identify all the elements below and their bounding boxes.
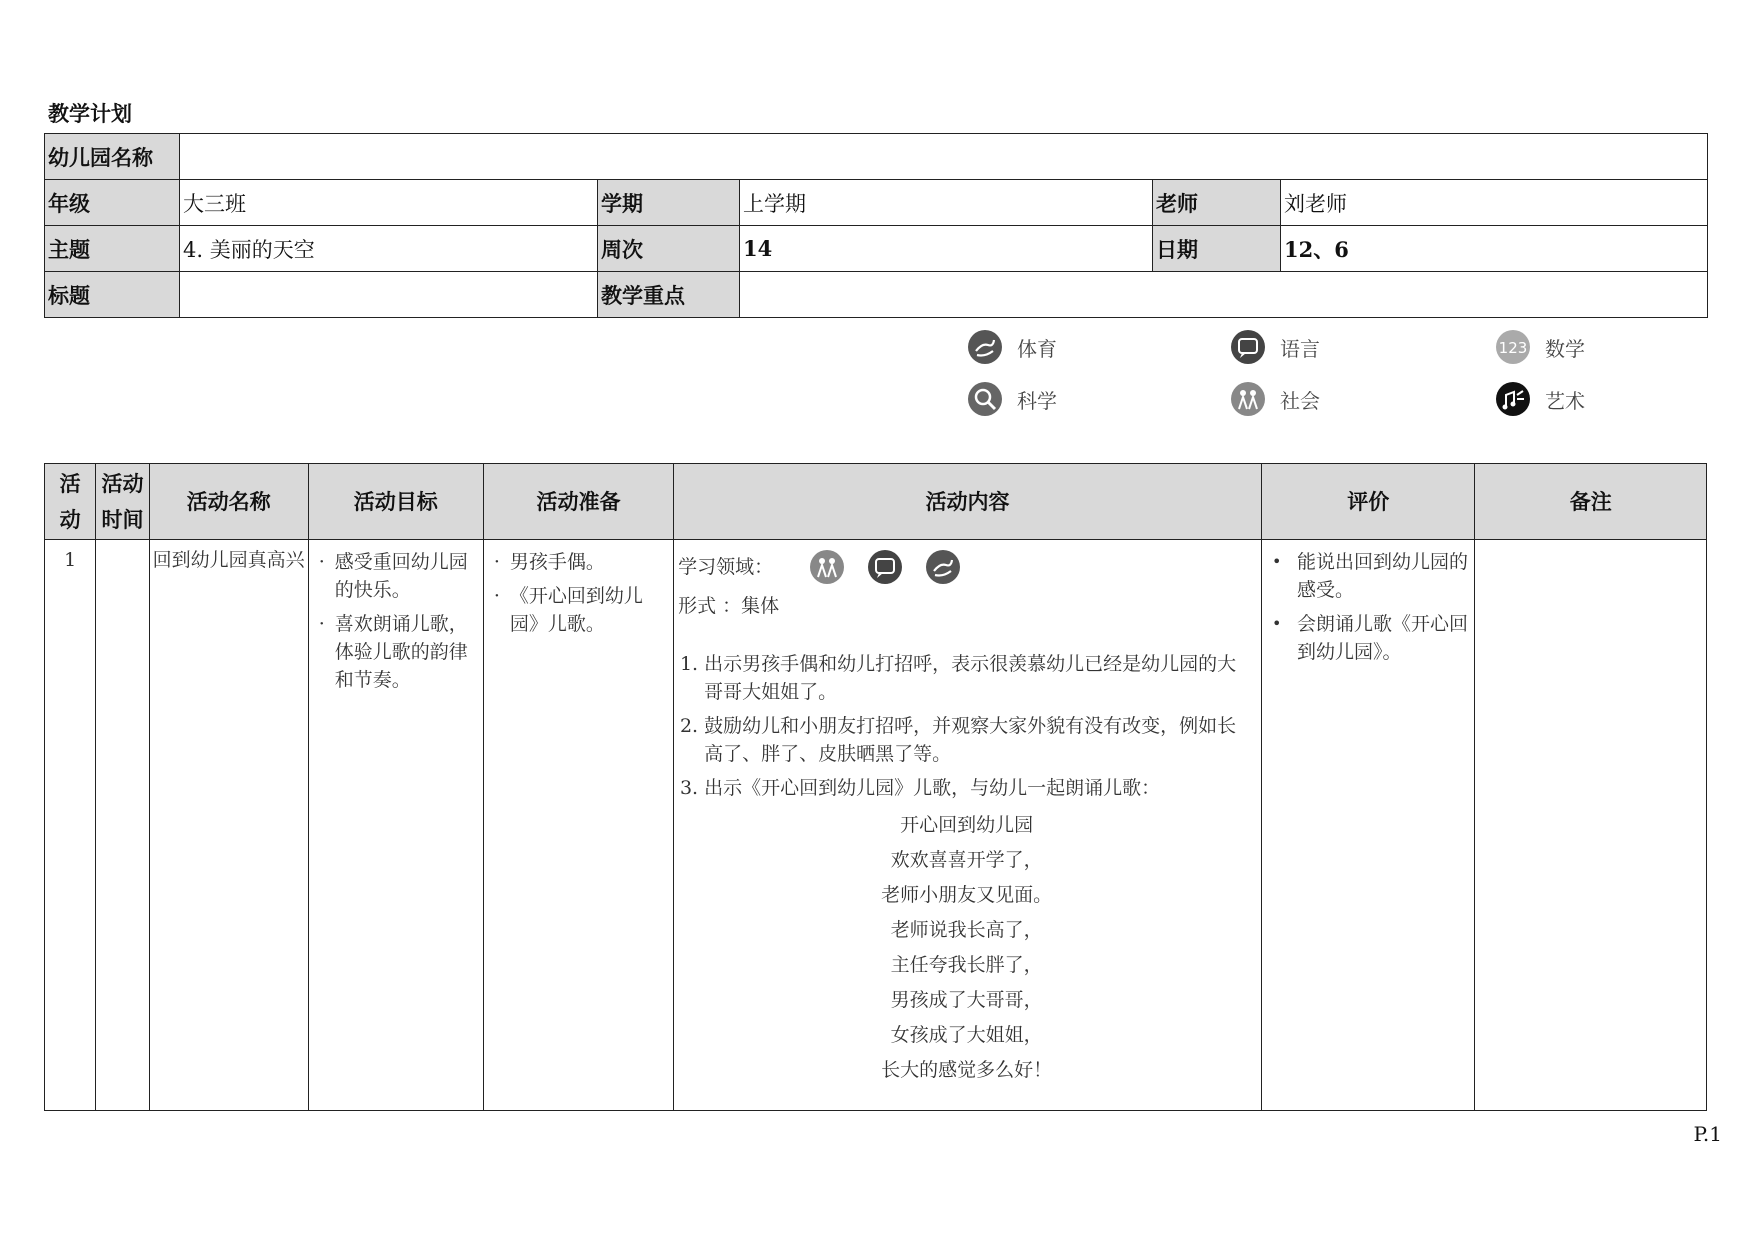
term-label: 学期 (598, 180, 740, 226)
week-value: 14 (740, 226, 1153, 272)
date-value: 12、6 (1281, 226, 1708, 272)
social-icon (809, 549, 845, 585)
form-text: 形式 ：集体 (678, 595, 780, 617)
table-row (45, 540, 1707, 1111)
activity-evaluation (1262, 540, 1475, 1111)
legend-social-label: 社会 (1280, 388, 1320, 413)
art-icon (1495, 381, 1531, 417)
activity-name: 回到幼儿园真高兴 (149, 540, 308, 1111)
activity-prep (483, 540, 673, 1111)
evaluation-list (1262, 548, 1474, 666)
list-item: 2. 鼓励幼儿和小朋友打招呼，并观察大家外貌有没有改变，例如长高了、胖了、皮肤晒黑了等。 (704, 712, 1255, 768)
poem (678, 808, 1255, 1088)
math-icon (1495, 329, 1531, 365)
poem-line: 女孩成了大姐姐， (890, 1024, 1043, 1046)
header-notes: 备注 (1475, 464, 1707, 540)
list-item: · 男孩手偶。 (494, 548, 669, 576)
info-row-title (45, 272, 1708, 318)
header-evaluation: 评价 (1262, 464, 1475, 540)
activity-number: 1 (45, 540, 96, 1111)
poem-line: 男孩成了大哥哥， (890, 989, 1043, 1011)
theme-value: 4. 美丽的天空 (180, 226, 598, 272)
legend-science-label: 科学 (1017, 388, 1057, 413)
week-label: 周次 (598, 226, 740, 272)
list-item: · 喜欢朗诵儿歌，体验儿歌的韵律和节奏。 (319, 610, 479, 694)
poem-title: 开心回到幼儿园 (900, 814, 1034, 836)
title-label: 标题 (45, 272, 180, 318)
teacher-label: 老师 (1153, 180, 1281, 226)
goals-list (309, 548, 483, 694)
svg-text:123: 123 (1498, 339, 1528, 357)
legend-art-label: 艺术 (1545, 388, 1585, 413)
domain-row (678, 548, 1255, 586)
list-item: • 能说出回到幼儿园的感受。 (1272, 548, 1470, 604)
poem-line: 老师说我长高了， (890, 919, 1043, 941)
info-row-grade (45, 180, 1708, 226)
title-value (180, 272, 598, 318)
header-name: 活动名称 (149, 464, 308, 540)
activity-content (674, 540, 1262, 1111)
header-activity: 活 动 (45, 464, 96, 540)
term-value: 上学期 (740, 180, 1153, 226)
focus-value (740, 272, 1708, 318)
list-item: • 会朗诵儿歌《开心回到幼儿园》。 (1272, 610, 1470, 666)
poem-line: 长大的感觉多么好！ (881, 1059, 1053, 1081)
language-icon (867, 549, 903, 585)
info-row-theme (45, 226, 1708, 272)
teacher-value: 刘老师 (1281, 180, 1708, 226)
legend-social (1230, 381, 1320, 417)
list-item: 3. 出示《开心回到幼儿园》儿歌，与幼儿一起朗诵儿歌： (704, 774, 1255, 802)
page-number: P.1 (1693, 1122, 1722, 1146)
pe-icon (967, 329, 1003, 365)
legend-language-label: 语言 (1280, 336, 1320, 361)
activity-goals (308, 540, 483, 1111)
activity-notes (1475, 540, 1707, 1111)
list-item: 1. 出示男孩手偶和幼儿打招呼，表示很羡慕幼儿已经是幼儿园的大哥哥大姐姐了。 (704, 650, 1255, 706)
legend-math (1495, 329, 1585, 365)
activity-table (44, 463, 1707, 1111)
list-item: · 感受重回幼儿园的快乐。 (319, 548, 479, 604)
science-icon (967, 381, 1003, 417)
steps-list (678, 650, 1255, 802)
kindergarten-value (180, 134, 1708, 180)
grade-label: 年级 (45, 180, 180, 226)
kindergarten-label: 幼儿园名称 (45, 134, 180, 180)
header-goal: 活动目标 (308, 464, 483, 540)
activity-time (96, 540, 149, 1111)
poem-line: 老师小朋友又见面。 (881, 884, 1053, 906)
document-title: 教学计划 (48, 101, 132, 126)
prep-list (484, 548, 673, 638)
grade-value: 大三班 (180, 180, 598, 226)
list-item: · 《开心回到幼儿园》儿歌。 (494, 582, 669, 638)
poem-line: 欢欢喜喜开学了， (890, 849, 1043, 871)
domain-label: 学习领域： (678, 556, 774, 578)
legend-pe-label: 体育 (1017, 336, 1057, 361)
header-prep: 活动准备 (483, 464, 673, 540)
date-label: 日期 (1153, 226, 1281, 272)
activity-header-row (45, 464, 1707, 540)
social-icon (1230, 381, 1266, 417)
language-icon (1230, 329, 1266, 365)
legend-science (967, 381, 1057, 417)
legend-pe (967, 329, 1057, 365)
info-row-kindergarten (45, 134, 1708, 180)
legend-math-label: 数学 (1545, 336, 1585, 361)
header-content: 活动内容 (674, 464, 1262, 540)
pe-icon (925, 549, 961, 585)
theme-label: 主题 (45, 226, 180, 272)
legend-art (1495, 381, 1585, 417)
info-table (44, 133, 1708, 318)
focus-label: 教学重点 (598, 272, 740, 318)
header-time: 活动 时间 (96, 464, 149, 540)
poem-line: 主任夸我长胖了， (890, 954, 1043, 976)
legend-language (1230, 329, 1320, 365)
